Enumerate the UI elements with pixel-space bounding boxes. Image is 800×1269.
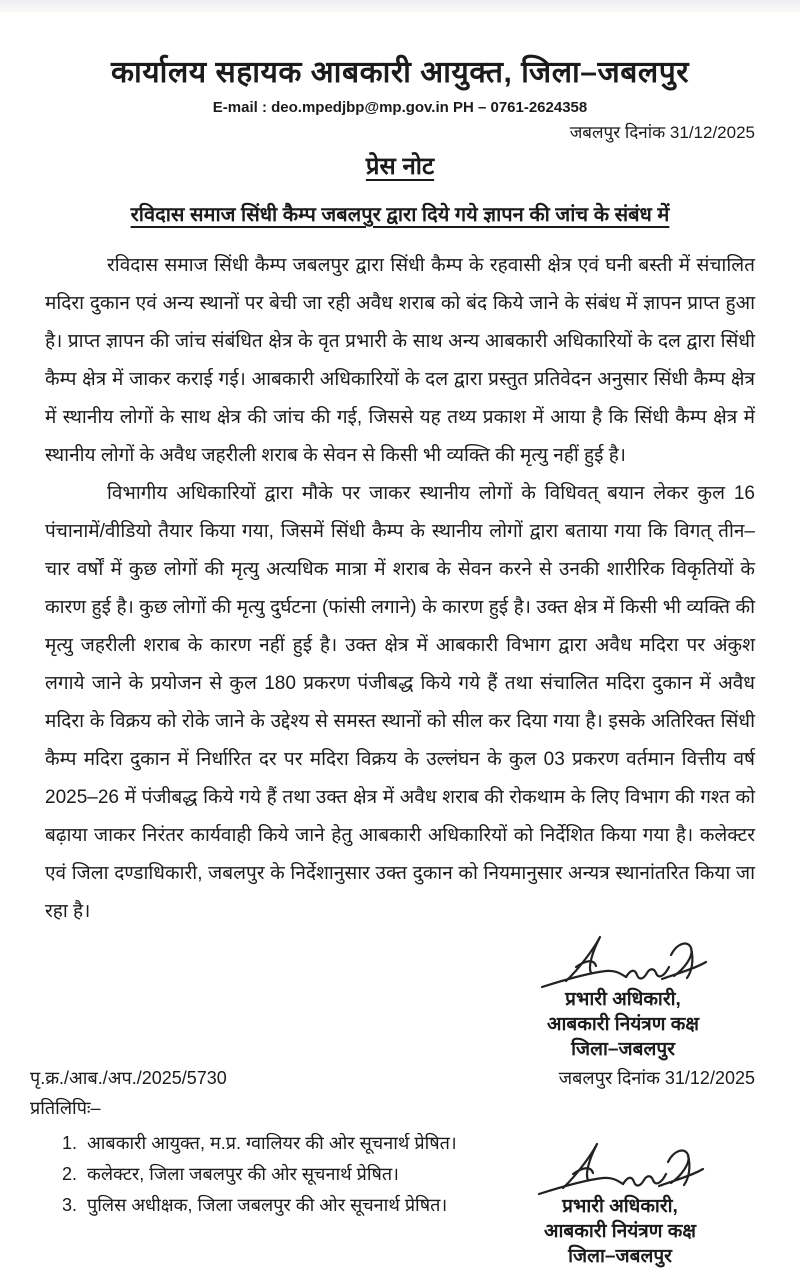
copy-item xyxy=(62,1190,457,1221)
signatory-office: आबकारी नियंत्रण कक्ष xyxy=(547,1014,699,1035)
signatory-district: जिला–जबलपुर xyxy=(571,1039,675,1060)
copy-item xyxy=(62,1128,457,1159)
office-title: कार्यालय सहायक आबकारी आयुक्त, जिला–जबलपुर xyxy=(110,56,690,89)
copy-list xyxy=(0,1128,457,1221)
ref-number: पृ.क्र./आब./अप./2025/5730 xyxy=(30,1068,227,1088)
signatory-office: आबकारी नियंत्रण कक्ष xyxy=(544,1221,696,1242)
copy-item-text: पुलिस अधीक्षक, जिला जबलपुर की ओर सूचनार्थ प्रेषित। xyxy=(87,1195,448,1215)
reference-row xyxy=(0,1066,800,1090)
body-paragraph-1: रविदास समाज सिंधी कैम्प जबलपुर द्वारा सिंधी कैम्प के रहवासी क्षेत्र एवं घनी बस्ती में संचालित मदिरा दुकान एवं अन्य स्थानों पर बेची जा रही अवैध शराब को बंद किये जाने के संबंध में ज्ञापन प्राप्त हुआ है। प्राप्त ज्ञापन की जांच संबंधित क्षेत्र के वृत प्रभारी के साथ अन्य आबकारी अधिकारियों के दल द्वारा सिंधी कैम्प क्षेत्र में जाकर कराई गई। आबकारी अधिकारियों के दल द्वारा प्रस्तुत प्रतिवेदन अनुसार सिंधी कैम्प क्षेत्र में स्थानीय लोगों के साथ क्षेत्र की जांच की गई, जिससे यह तथ्य प्रकाश में आया है कि सिंधी कैम्प क्षेत्र में स्थानीय लोगों के अवैध जहरीली शराब के सेवन से किसी भी व्यक्ति की मृत्यु नहीं हुई है। xyxy=(45,255,755,466)
copy-item-number: 2. xyxy=(62,1164,78,1184)
issue-date-top: जबलपुर दिनांक 31/12/2025 xyxy=(569,123,755,142)
body-paragraph-2: विभागीय अधिकारियों द्वारा मौके पर जाकर स्थानीय लोगों के विधिवत् बयान लेकर कुल 16 पंचानामें/वीडियो तैयार किया गया, जिसमें सिंधी कैम्प के स्थानीय लोगों द्वारा बताया गया कि विगत् तीन–चार वर्षों में कुछ लोगों की मृत्यु अत्यधिक मात्रा में शराब के सेवन करने से उनकी शारीरिक विकृतियों के कारण हुई है। कुछ लोगों की मृत्यु दुर्घटना (फांसी लगाने) के कारण हुई है। उक्त क्षेत्र में किसी भी व्यक्ति की मृत्यु जहरीली शराब के कारण नहीं हुई है। उक्त क्षेत्र में आबकारी विभाग द्वारा अवैध मदिरा पर अंकुश लगाये जाने के प्रयोजन से कुल 180 प्रकरण पंजीबद्ध किये गये हैं तथा संचालित मदिरा दुकान में अवैध मदिरा के विक्रय को रोके जाने के उद्देश्य से समस्त स्थानों को सील कर दिया गया है। इसके अतिरिक्त सिंधी कैम्प मदिरा दुकान में निर्धारित दर पर मदिरा विक्रय के उल्लंघन के कुल 03 प्रकरण वर्तमान वित्तीय वर्ष 2025–26 में पंजीबद्ध किये गये हैं तथा उक्त क्षेत्र में अवैध शराब की रोकथाम के लिए विभाग की गश्त को बढ़ाया जाकर निरंतर कार्यवाही किये जाने हेतु आबकारी अधिकारियों को निर्देशित किया गया है। कलेक्टर एवं जिला दण्डाधिकारी, जबलपुर के निर्देशानुसार उक्त दुकान को नियमानुसार अन्यत्र स्थानांतरित किया जा रहा है। xyxy=(45,483,755,922)
signature-icon xyxy=(533,1140,708,1198)
copy-heading: प्रतिलिपिः– xyxy=(30,1098,101,1118)
signatory-designation: प्रभारी अधिकारी, xyxy=(565,989,681,1010)
copy-item-text: आबकारी आयुक्त, म.प्र. ग्वालियर की ओर सूचनार्थ प्रेषित। xyxy=(87,1133,457,1153)
bottom-row xyxy=(0,1120,800,1269)
signature-icon xyxy=(536,933,711,991)
document-type-label: प्रेस नोट xyxy=(365,153,435,180)
signatory-district: जिला–जबलपुर xyxy=(568,1246,672,1267)
email-phone-line: E-mail : deo.mpedjbp@mp.gov.in PH – 0761-2624358 xyxy=(212,99,588,116)
copy-item-number: 3. xyxy=(62,1195,78,1215)
signature-block-top xyxy=(498,933,748,1062)
subject-line xyxy=(0,200,800,227)
scan-edge-strip xyxy=(0,0,800,12)
document-type-heading xyxy=(0,149,800,182)
copy-item xyxy=(62,1159,457,1190)
copy-item-text: कलेक्टर, जिला जबलपुर की ओर सूचनार्थ प्रेषित। xyxy=(87,1164,400,1184)
issue-date-bottom: जबलपुर दिनांक 31/12/2025 xyxy=(558,1068,755,1088)
signatory-designation: प्रभारी अधिकारी, xyxy=(562,1196,678,1217)
subject-text: रविदास समाज सिंधी कैम्प जबलपुर द्वारा दिये गये ज्ञापन की जांच के संबंध में xyxy=(130,204,670,226)
signature-block-bottom xyxy=(495,1140,745,1269)
copy-item-number: 1. xyxy=(62,1133,78,1153)
